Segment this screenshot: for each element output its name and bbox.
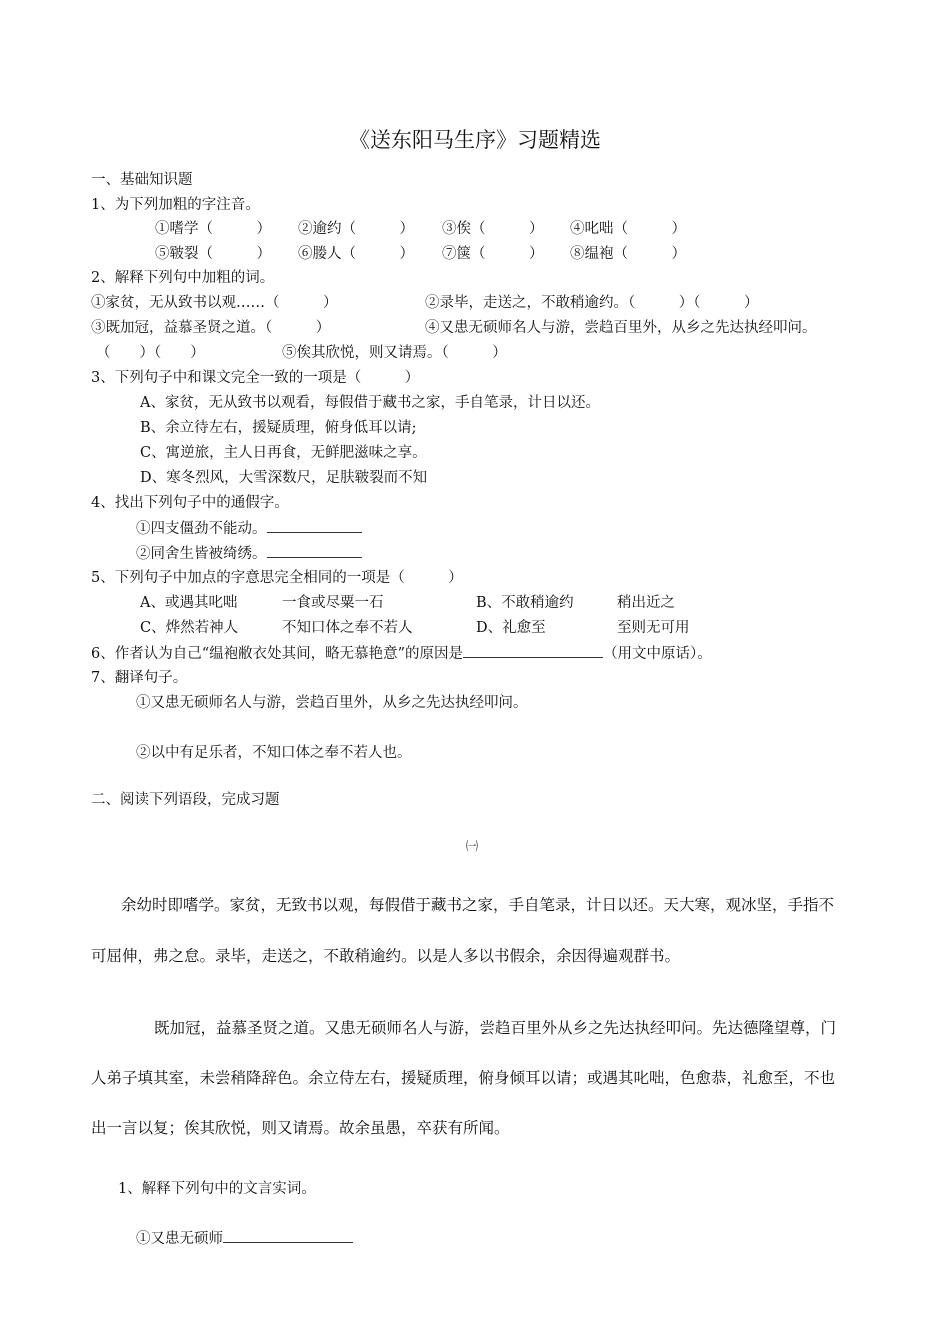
q5-option-b: B、不敢稍逾约 [476, 595, 574, 611]
q2-item-4: ④又患无硕师名人与游，尝趋百里外，从乡之先达执经叩问。 [425, 320, 817, 336]
q3-option-d: D、寒冬烈风，大雪深数尺，足肤皲裂而不知 [140, 470, 428, 486]
q5-option-a: A、或遇其叱咄 [140, 595, 238, 611]
q7-sentence-1: ①又患无硕师名人与游，尝趋百里外，从乡之先达执经叩问。 [136, 695, 528, 711]
s2-q1-prompt: 1、解释下列句中的文言实词。 [118, 1181, 316, 1197]
q3-option-a: A、家贫，无从致书以观看，每假借于藏书之家，手自笔录，计日以还。 [140, 395, 600, 411]
passage-p2-line-1: 既加冠，益慕圣贤之道。又患无硕师名人与游，尝趋百里外从乡之先达执经叩问。先达德隆望尊，门 [154, 1019, 837, 1037]
q4-item-1 [136, 518, 362, 539]
s2-q1-item-1 [136, 1228, 353, 1249]
s2-q1-item-1-text: ①又患无硕师 [136, 1231, 223, 1247]
q5-option-d: D、礼愈至 [476, 620, 546, 636]
passage-p1-line-2: 可屈伸，弗之怠。录毕，走送之，不敢稍逾约。以是人多以书假余，余因得遍观群书。 [91, 947, 681, 965]
q6-line [91, 643, 712, 664]
q1-item-3: ③俟（ ） [442, 221, 544, 237]
q1-item-8: ⑧缊袍（ ） [570, 246, 686, 262]
q3-option-c: C、寓逆旅，主人日再食，无鲜肥滋味之享。 [140, 445, 427, 461]
q1-item-1: ①嗜学（ ） [155, 221, 271, 237]
q5-option-c: C、烨然若神人 [140, 620, 239, 636]
q5-prompt: 5、下列句子中加点的字意思完全相同的一项是（ ） [91, 570, 463, 586]
q3-prompt: 3、下列句子中和课文完全一致的一项是（ ） [91, 370, 420, 386]
q1-item-6: ⑥媵人（ ） [298, 246, 414, 262]
q6-prompt: 6、作者认为自己“缊袍敝衣处其间，略无慕艳意”的原因是 [91, 646, 464, 662]
q1-item-4: ④叱咄（ ） [570, 221, 686, 237]
q4-item-2 [136, 543, 362, 564]
passage-p1-line-1: 余幼时即嗜学。家贫，无致书以观，每假借于藏书之家，手自笔录，计日以还。天大寒，观冰坚，手指不 [121, 896, 835, 914]
q6-suffix: （用文中原话）。 [603, 646, 712, 662]
document-title: 《送东阳马生序》习题精选 [349, 128, 601, 152]
q5-option-d-compare: 至则无可用 [617, 620, 690, 636]
q1-item-2: ②逾约（ ） [298, 221, 414, 237]
q4-prompt: 4、找出下列句子中的通假字。 [91, 495, 289, 511]
q2-prompt: 2、解释下列句中加粗的词。 [91, 270, 275, 286]
q4-answer-blank-1[interactable] [267, 518, 362, 533]
q2-item-4-blanks: （ ）（ ） [96, 345, 205, 361]
q1-item-7: ⑦箧（ ） [442, 246, 544, 262]
passage-p2-line-3: 出一言以复；俟其欣悦，则又请焉。故余虽愚，卒获有所闻。 [91, 1119, 510, 1137]
passage-part-number: ㈠ [466, 839, 479, 853]
q2-item-2: ②录毕，走送之，不敢稍逾约。（ ）（ ） [425, 295, 759, 311]
q3-option-b: B、余立待左右，援疑质理，俯身低耳以请; [140, 420, 417, 436]
s2-q1-answer-blank[interactable] [223, 1228, 353, 1243]
q2-item-3: ③既加冠，益慕圣贤之道。（ ） [91, 320, 331, 336]
q2-item-5: ⑤俟其欣悦，则又请焉。（ ） [282, 345, 507, 361]
section-2-heading: 二、阅读下列语段，完成习题 [91, 792, 280, 808]
q2-item-1: ①家贫，无从致书以观……（ ） [91, 295, 338, 311]
q7-sentence-2: ②以中有足乐者，不知口体之奉不若人也。 [136, 745, 412, 761]
q6-answer-blank[interactable] [463, 643, 603, 658]
q1-item-5: ⑤皲裂（ ） [155, 246, 271, 262]
q4-answer-blank-2[interactable] [267, 543, 362, 558]
q4-item-1-text: ①四支僵劲不能动。 [136, 521, 267, 537]
q5-option-c-compare: 不知口体之奉不若人 [282, 620, 413, 636]
section-1-heading: 一、基础知识题 [91, 172, 193, 188]
q7-prompt: 7、翻译句子。 [91, 670, 188, 686]
q1-prompt: 1、为下列加粗的字注音。 [91, 197, 260, 213]
q5-option-b-compare: 稍出近之 [617, 595, 675, 611]
q4-item-2-text: ②同舍生皆被绮绣。 [136, 546, 267, 562]
q5-option-a-compare: 一食或尽粟一石 [282, 595, 384, 611]
passage-p2-line-2: 人弟子填其室，未尝稍降辞色。余立侍左右，援疑质理，俯身倾耳以请；或遇其叱咄，色愈恭，礼愈至，不也 [91, 1069, 836, 1087]
